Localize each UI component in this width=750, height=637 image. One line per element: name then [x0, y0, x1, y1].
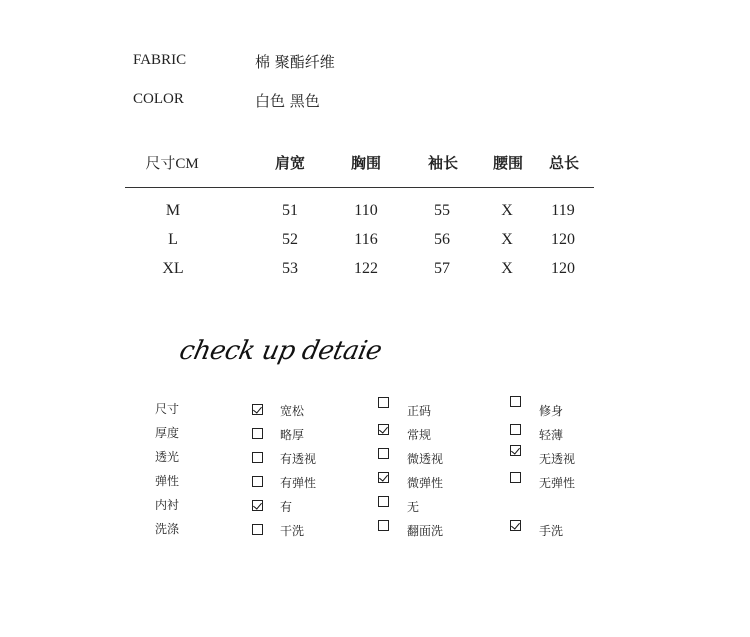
checkbox-label: 宽松	[280, 404, 305, 418]
checkbox-label: 略厚	[280, 428, 305, 442]
checklist-label: 厚度	[155, 426, 180, 440]
checkbox-label: 有弹性	[280, 476, 317, 490]
size-header-chest: 胸围	[350, 154, 382, 172]
table-cell: 51	[282, 202, 298, 219]
fabric-value: 棉 聚酯纤维	[255, 53, 335, 71]
check-title: check up detaie	[176, 336, 385, 366]
checkbox[interactable]	[378, 448, 389, 459]
table-divider	[125, 187, 594, 188]
checklist-label: 尺寸	[155, 402, 180, 416]
checkbox-label: 有	[280, 500, 293, 514]
color-label: COLOR	[133, 91, 184, 107]
table-cell: 120	[551, 260, 575, 277]
checked-checkbox[interactable]	[510, 445, 521, 456]
checkbox-label: 无透视	[539, 452, 576, 466]
checkbox[interactable]	[510, 424, 521, 435]
checkbox[interactable]	[252, 524, 263, 535]
checkbox-label: 微透视	[407, 452, 444, 466]
size-header-size: 尺寸CM	[145, 156, 199, 172]
checked-checkbox[interactable]	[378, 472, 389, 483]
checkbox-label: 轻薄	[539, 428, 564, 442]
checklist-label: 内衬	[155, 498, 180, 512]
checked-checkbox[interactable]	[510, 520, 521, 531]
fabric-label: FABRIC	[133, 52, 187, 68]
table-cell: 120	[551, 231, 575, 248]
checkbox-label: 常规	[407, 428, 432, 442]
checklist-label: 洗涤	[155, 522, 180, 536]
checkbox[interactable]	[252, 452, 263, 463]
checked-checkbox[interactable]	[252, 500, 263, 511]
checkbox-label: 微弹性	[407, 476, 444, 490]
checklist-label: 弹性	[155, 474, 180, 488]
checkbox[interactable]	[378, 496, 389, 507]
checkbox[interactable]	[252, 476, 263, 487]
checkbox[interactable]	[510, 396, 521, 407]
size-header-waist: 腰围	[492, 154, 524, 172]
checkbox[interactable]	[252, 428, 263, 439]
checked-checkbox[interactable]	[378, 424, 389, 435]
table-cell: X	[501, 231, 513, 248]
table-cell: 56	[434, 231, 450, 248]
checklist-label: 透光	[155, 450, 180, 464]
checkbox[interactable]	[378, 397, 389, 408]
table-cell: 55	[434, 202, 450, 219]
table-cell: 110	[354, 202, 378, 219]
table-cell: 116	[354, 231, 378, 248]
size-header-length: 总长	[548, 154, 580, 172]
checked-checkbox[interactable]	[252, 404, 263, 415]
table-cell: XL	[162, 260, 184, 277]
checkbox-label: 干洗	[280, 524, 305, 538]
table-cell: 57	[434, 260, 450, 277]
table-cell: 122	[354, 260, 378, 277]
checkbox-label: 无弹性	[539, 476, 576, 490]
checkbox-label: 有透视	[280, 452, 317, 466]
checkbox[interactable]	[510, 472, 521, 483]
checkbox-label: 手洗	[539, 524, 564, 538]
table-cell: M	[165, 202, 181, 219]
color-value: 白色 黑色	[255, 92, 320, 110]
table-cell: X	[501, 202, 513, 219]
table-cell: 52	[282, 231, 298, 248]
size-header-shoulder: 肩宽	[274, 154, 306, 172]
size-header-sleeve: 袖长	[427, 154, 459, 172]
checkbox-label: 无	[407, 500, 420, 514]
checkbox-label: 正码	[407, 404, 432, 418]
checkbox-label: 修身	[539, 404, 564, 418]
table-cell: 119	[551, 202, 575, 219]
table-cell: 53	[282, 260, 298, 277]
checkbox[interactable]	[378, 520, 389, 531]
checkbox-label: 翻面洗	[407, 524, 444, 538]
table-cell: L	[168, 231, 178, 248]
table-cell: X	[501, 260, 513, 277]
